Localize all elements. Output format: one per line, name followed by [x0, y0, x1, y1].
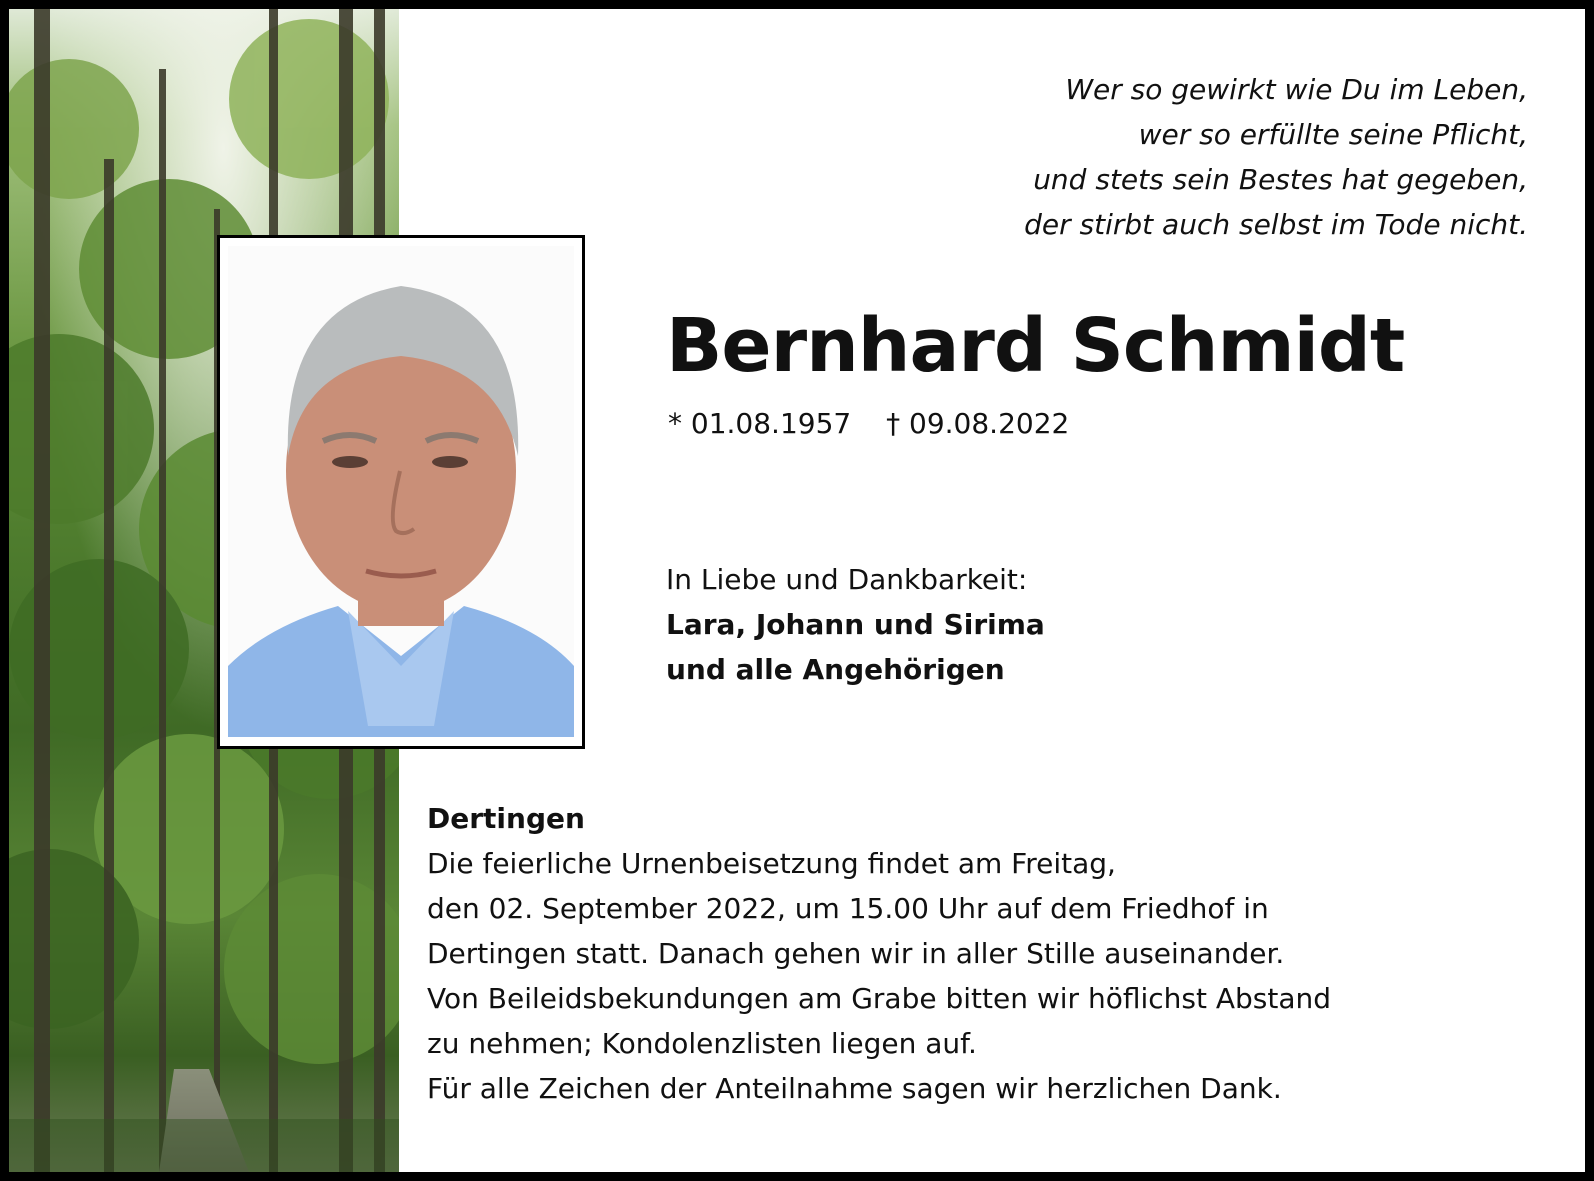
- death-date: † 09.08.2022: [886, 407, 1070, 440]
- ceremony-place: Dertingen: [427, 802, 585, 835]
- ceremony-block: [427, 796, 1331, 1111]
- mourners-names: Lara, Johann und Sirima: [666, 608, 1045, 641]
- life-dates: [668, 404, 1069, 444]
- ceremony-line: Von Beileidsbekundungen am Grabe bitten wir höflichst Abstand: [427, 982, 1332, 1015]
- ceremony-line: zu nehmen; Kondolenzlisten liegen auf.: [427, 1027, 977, 1060]
- ceremony-line: Die feierliche Urnenbeisetzung findet am Freitag,: [427, 847, 1116, 880]
- poem-line: der stirbt auch selbst im Tode nicht.: [1024, 208, 1528, 241]
- poem-line: und stets sein Bestes hat gegeben,: [1033, 163, 1528, 196]
- poem-verse: [828, 67, 1528, 247]
- ceremony-line: Dertingen statt. Danach gehen wir in aller Stille auseinander.: [427, 937, 1285, 970]
- portrait-photo: [228, 246, 574, 737]
- birth-date: * 01.08.1957: [668, 407, 852, 440]
- ceremony-line: Für alle Zeichen der Anteilnahme sagen wir herzlichen Dank.: [427, 1072, 1282, 1105]
- portrait-frame: [217, 235, 585, 749]
- mourners-relatives: und alle Angehörigen: [666, 653, 1005, 686]
- poem-line: wer so erfüllte seine Pflicht,: [1138, 118, 1528, 151]
- mourners-block: [666, 557, 1045, 692]
- poem-line: Wer so gewirkt wie Du im Leben,: [1065, 73, 1528, 106]
- deceased-name: Bernhard Schmidt: [666, 303, 1405, 389]
- mourners-intro: In Liebe und Dankbarkeit:: [666, 563, 1028, 596]
- ceremony-line: den 02. September 2022, um 15.00 Uhr auf dem Friedhof in: [427, 892, 1269, 925]
